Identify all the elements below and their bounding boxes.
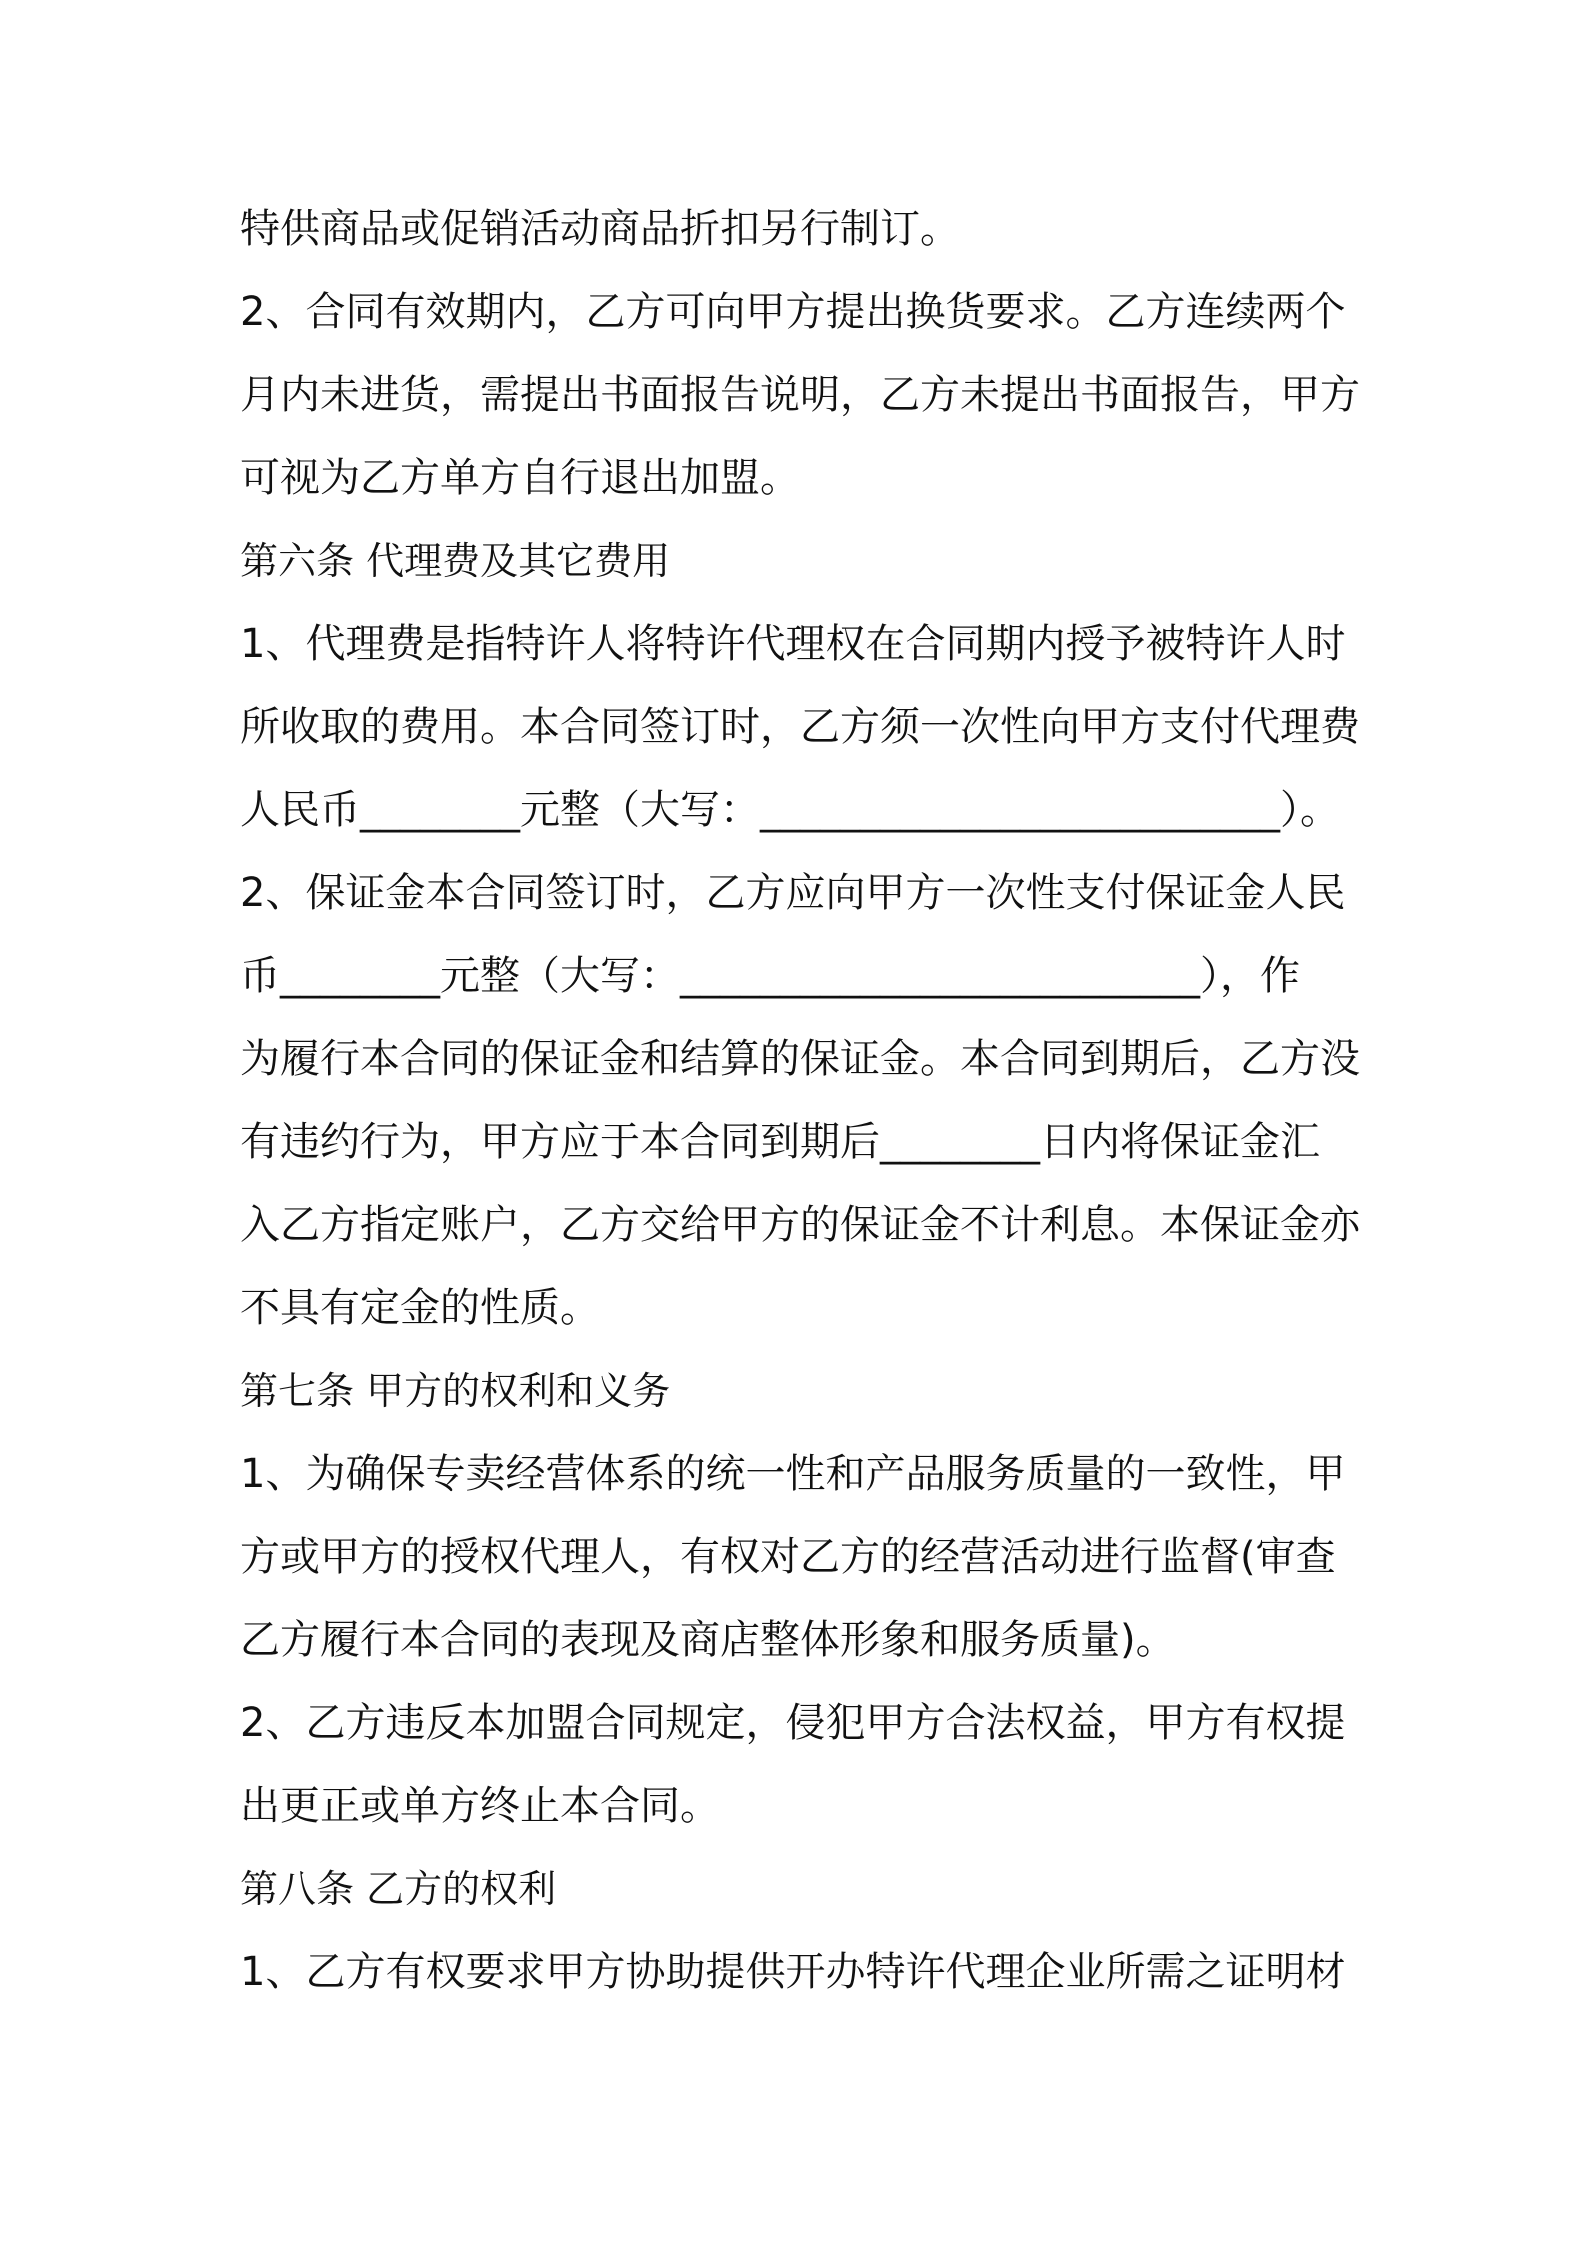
paragraph-line: 为履行本合同的保证金和结算的保证金。本合同到期后，乙方没 bbox=[240, 1036, 1360, 1082]
paragraph-line: 人民币________元整（大写：__________________________）。 bbox=[240, 787, 1340, 833]
paragraph-line: 月内未进货，需提出书面报告说明，乙方未提出书面报告，甲方 bbox=[240, 372, 1360, 418]
section-heading: 第七条 甲方的权利和义务 bbox=[240, 1369, 671, 1413]
paragraph-line: 2、保证金本合同签订时，乙方应向甲方一次性支付保证金人民 bbox=[240, 870, 1346, 916]
paragraph-line: 2、乙方违反本加盟合同规定，侵犯甲方合法权益，甲方有权提 bbox=[240, 1700, 1346, 1746]
paragraph-line: 可视为乙方单方自行退出加盟。 bbox=[240, 455, 800, 501]
paragraph-line: 不具有定金的性质。 bbox=[240, 1285, 600, 1331]
paragraph-line: 有违约行为，甲方应于本合同到期后________日内将保证金汇 bbox=[240, 1119, 1320, 1165]
paragraph-line: 1、乙方有权要求甲方协助提供开办特许代理企业所需之证明材 bbox=[240, 1949, 1346, 1995]
section-heading: 第六条 代理费及其它费用 bbox=[240, 539, 671, 583]
paragraph-line: 1、为确保专卖经营体系的统一性和产品服务质量的一致性，甲 bbox=[240, 1451, 1346, 1497]
paragraph-line: 出更正或单方终止本合同。 bbox=[240, 1783, 720, 1829]
paragraph-line: 币________元整（大写：__________________________），作 bbox=[240, 953, 1300, 999]
paragraph-line: 特供商品或促销活动商品折扣另行制订。 bbox=[240, 206, 960, 252]
paragraph-line: 入乙方指定账户，乙方交给甲方的保证金不计利息。本保证金亦 bbox=[240, 1202, 1360, 1248]
paragraph-line: 乙方履行本合同的表现及商店整体形象和服务质量)。 bbox=[240, 1617, 1176, 1663]
paragraph-line: 1、代理费是指特许人将特许代理权在合同期内授予被特许人时 bbox=[240, 621, 1346, 667]
paragraph-line: 方或甲方的授权代理人，有权对乙方的经营活动进行监督(审查 bbox=[240, 1534, 1336, 1580]
paragraph-line: 2、合同有效期内，乙方可向甲方提出换货要求。乙方连续两个 bbox=[240, 289, 1346, 335]
section-heading: 第八条 乙方的权利 bbox=[240, 1867, 557, 1911]
paragraph-line: 所收取的费用。本合同签订时，乙方须一次性向甲方支付代理费 bbox=[240, 704, 1360, 750]
